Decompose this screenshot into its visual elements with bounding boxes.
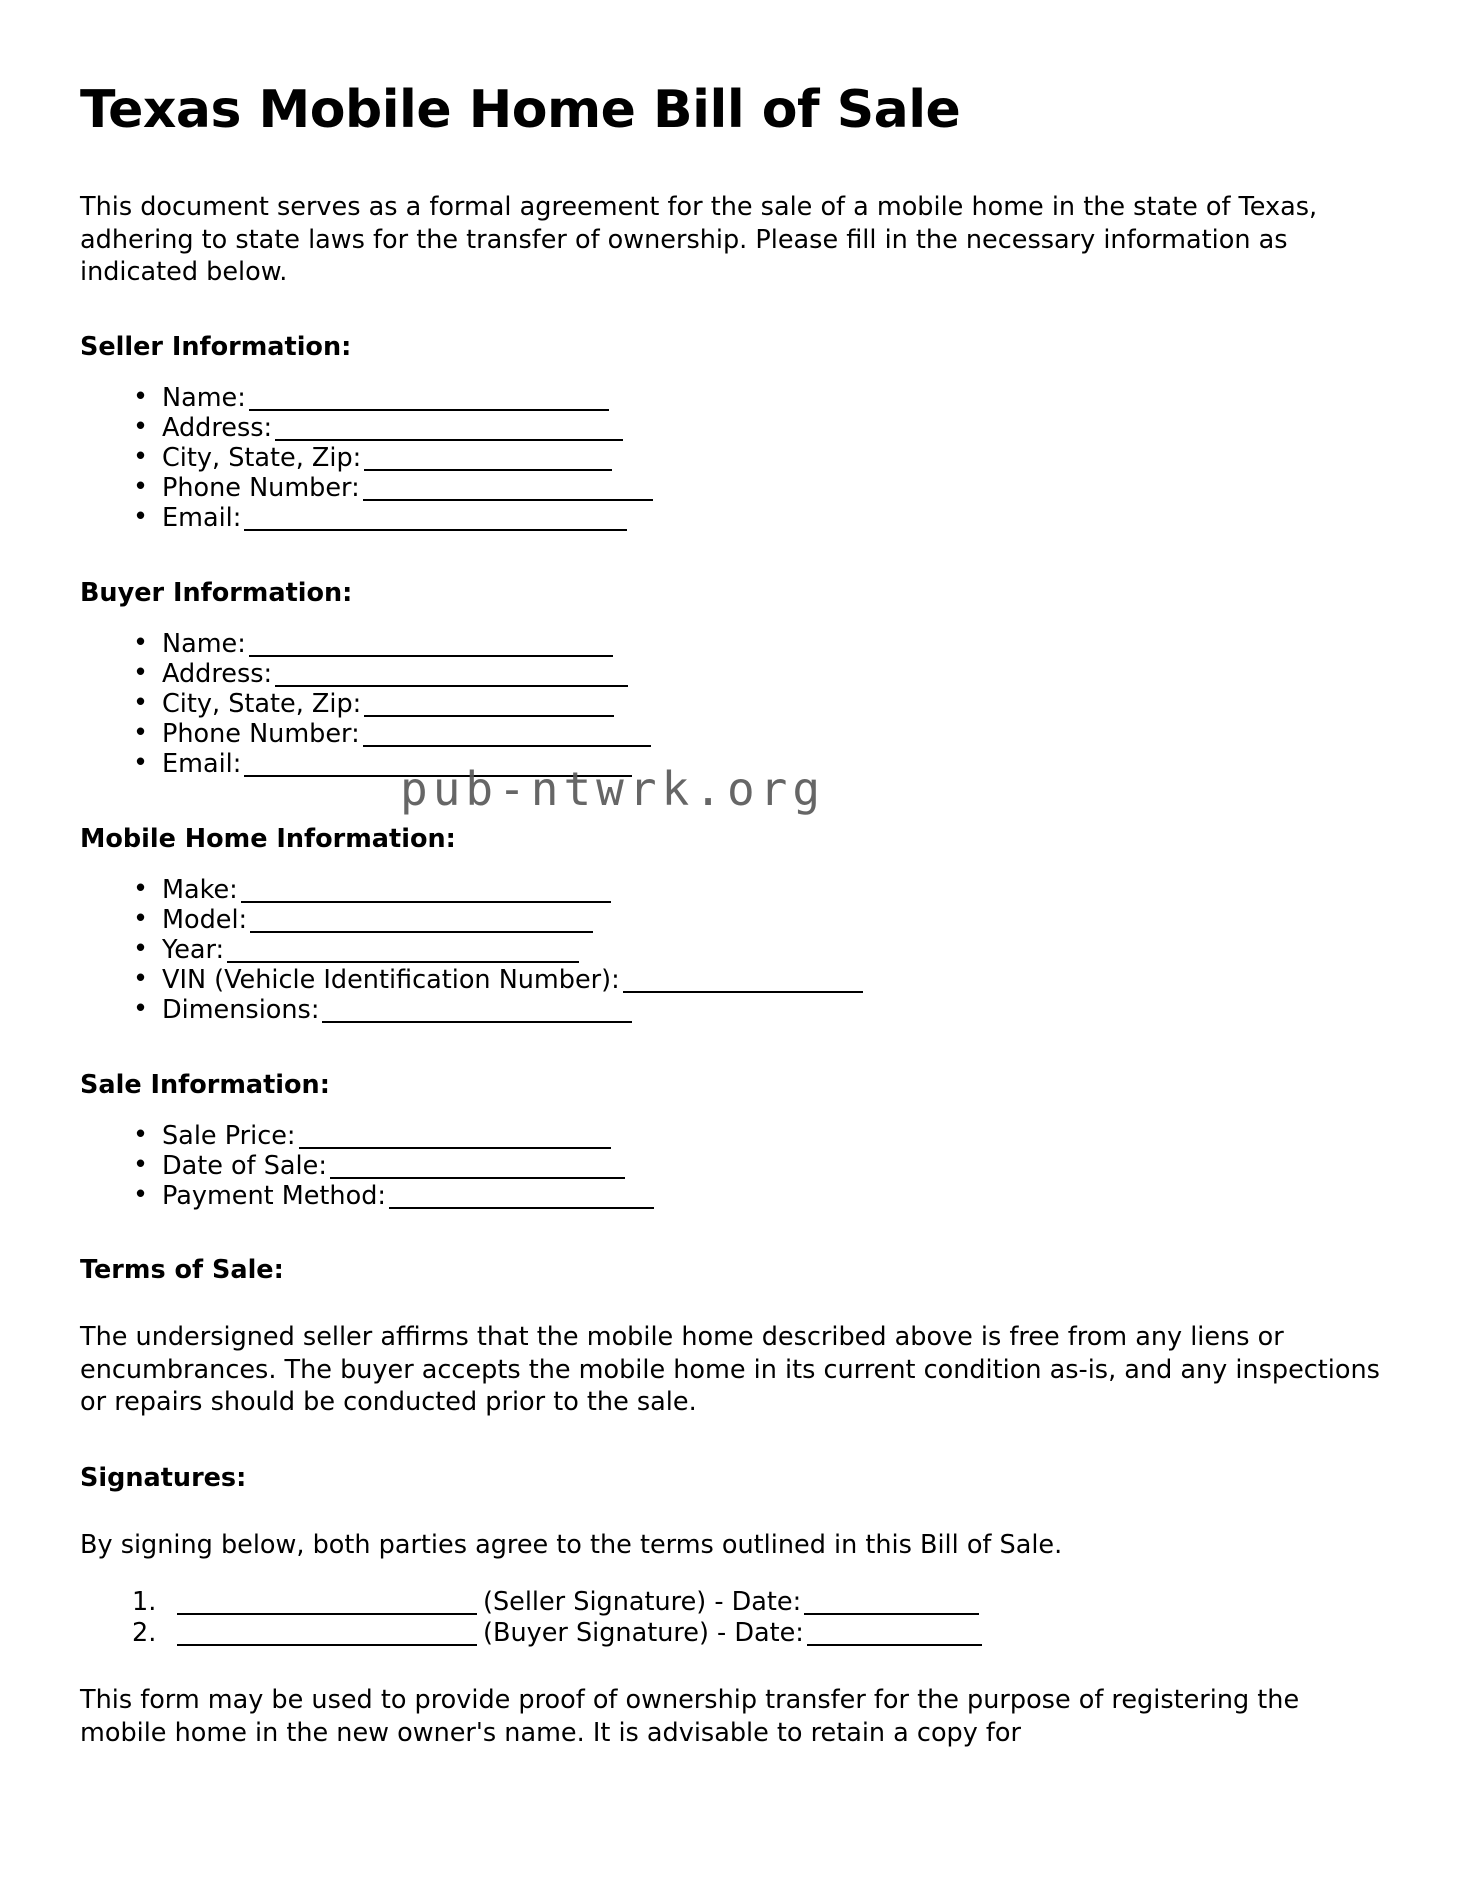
- signature-lines-list: [80, 1587, 1384, 1648]
- signature-date-blank[interactable]: [807, 1626, 982, 1646]
- signature-blank[interactable]: [177, 1595, 477, 1615]
- mobile-home-fields-list: [80, 876, 1384, 1026]
- seller-field-label: City, State, Zip:: [162, 443, 362, 474]
- sale-field-row: [127, 1182, 1384, 1212]
- signature-label: (Buyer Signature) - Date:: [483, 1617, 804, 1648]
- signatures-heading: Signatures:: [80, 1462, 247, 1493]
- signature-row: [132, 1618, 1384, 1649]
- mobile-home-field-label: Dimensions:: [162, 994, 320, 1025]
- mobile-home-field-label: Model:: [162, 904, 248, 935]
- terms-of-sale-heading: Terms of Sale:: [80, 1255, 284, 1286]
- mobile-home-field-blank[interactable]: [227, 943, 579, 963]
- terms-of-sale-paragraph: The undersigned seller affirms that the mobile home described above is free from any liens or encumbrances. The buyer accepts the mobile home in its current condition as-is, and any inspections or repairs should be conducted prior to the sale.: [80, 1322, 1380, 1418]
- seller-field-blank[interactable]: [275, 421, 623, 441]
- seller-field-row: [127, 474, 1384, 504]
- sale-field-label: Date of Sale:: [162, 1150, 327, 1181]
- sale-field-label: Payment Method:: [162, 1180, 386, 1211]
- mobile-home-field-blank[interactable]: [623, 973, 863, 993]
- buyer-field-blank[interactable]: [244, 757, 632, 777]
- buyer-field-label: Name:: [162, 629, 246, 660]
- mobile-home-field-row: [127, 996, 1384, 1026]
- sale-field-label: Sale Price:: [162, 1120, 296, 1151]
- signatures-intro-paragraph: By signing below, both parties agree to the terms outlined in this Bill of Sale.: [80, 1529, 1063, 1560]
- sale-field-blank[interactable]: [330, 1159, 625, 1179]
- buyer-fields-list: [80, 630, 1384, 780]
- mobile-home-field-row: [127, 876, 1384, 906]
- buyer-information-heading: Buyer Information:: [80, 578, 353, 609]
- seller-field-label: Email:: [162, 503, 242, 534]
- page-title: Texas Mobile Home Bill of Sale: [80, 80, 961, 140]
- sale-field-blank[interactable]: [299, 1129, 611, 1149]
- seller-field-blank[interactable]: [364, 451, 612, 471]
- buyer-field-label: Address:: [162, 659, 273, 690]
- seller-field-blank[interactable]: [363, 481, 653, 501]
- mobile-home-field-row: [127, 966, 1384, 996]
- buyer-field-label: City, State, Zip:: [162, 688, 362, 719]
- buyer-field-blank[interactable]: [275, 667, 628, 687]
- sale-fields-list: [80, 1122, 1384, 1212]
- intro-paragraph: This document serves as a formal agreement for the sale of a mobile home in the state of Texas, adhering to state laws for the transfer of ownership. Please fill in the necessary information as indicated below.: [80, 192, 1318, 287]
- mobile-home-field-blank[interactable]: [322, 1003, 632, 1023]
- mobile-home-information-heading: Mobile Home Information:: [80, 823, 456, 854]
- buyer-field-row: [127, 630, 1384, 660]
- buyer-field-row: [127, 750, 1384, 780]
- watermark-text: pub-ntwrk.org: [400, 762, 826, 816]
- seller-field-blank[interactable]: [244, 511, 627, 531]
- seller-field-label: Name:: [162, 383, 246, 414]
- sale-field-row: [127, 1122, 1384, 1152]
- mobile-home-field-label: Make:: [162, 874, 238, 905]
- mobile-home-section: [80, 824, 1384, 1026]
- seller-field-label: Address:: [162, 413, 273, 444]
- buyer-field-label: Email:: [162, 748, 242, 779]
- mobile-home-field-row: [127, 936, 1384, 966]
- mobile-home-field-label: Year:: [162, 934, 225, 965]
- sale-field-blank[interactable]: [389, 1189, 654, 1209]
- seller-field-row: [127, 384, 1384, 414]
- signature-row: [132, 1587, 1384, 1618]
- buyer-field-blank[interactable]: [249, 637, 613, 657]
- buyer-field-row: [127, 720, 1384, 750]
- footer-paragraph: This form may be used to provide proof of ownership transfer for the purpose of registering the mobile home in the new owner's name. It is advisable to retain a copy for: [80, 1685, 1300, 1748]
- buyer-field-blank[interactable]: [364, 697, 614, 717]
- seller-field-row: [127, 414, 1384, 444]
- seller-field-row: [127, 444, 1384, 474]
- seller-information-heading: Seller Information:: [80, 332, 352, 363]
- buyer-field-label: Phone Number:: [162, 718, 360, 749]
- mobile-home-field-blank[interactable]: [250, 913, 593, 933]
- buyer-field-blank[interactable]: [363, 727, 651, 747]
- seller-field-label: Phone Number:: [162, 473, 360, 504]
- signature-blank[interactable]: [177, 1626, 477, 1646]
- buyer-field-row: [127, 690, 1384, 720]
- mobile-home-field-row: [127, 906, 1384, 936]
- sale-field-row: [127, 1152, 1384, 1182]
- mobile-home-field-blank[interactable]: [241, 883, 611, 903]
- seller-field-row: [127, 504, 1384, 534]
- signature-label: (Seller Signature) - Date:: [483, 1586, 802, 1617]
- sale-information-heading: Sale Information:: [80, 1069, 330, 1100]
- seller-field-blank[interactable]: [249, 391, 609, 411]
- seller-fields-list: [80, 384, 1384, 534]
- signature-date-blank[interactable]: [804, 1595, 979, 1615]
- buyer-field-row: [127, 660, 1384, 690]
- mobile-home-field-label: VIN (Vehicle Identification Number):: [162, 964, 620, 995]
